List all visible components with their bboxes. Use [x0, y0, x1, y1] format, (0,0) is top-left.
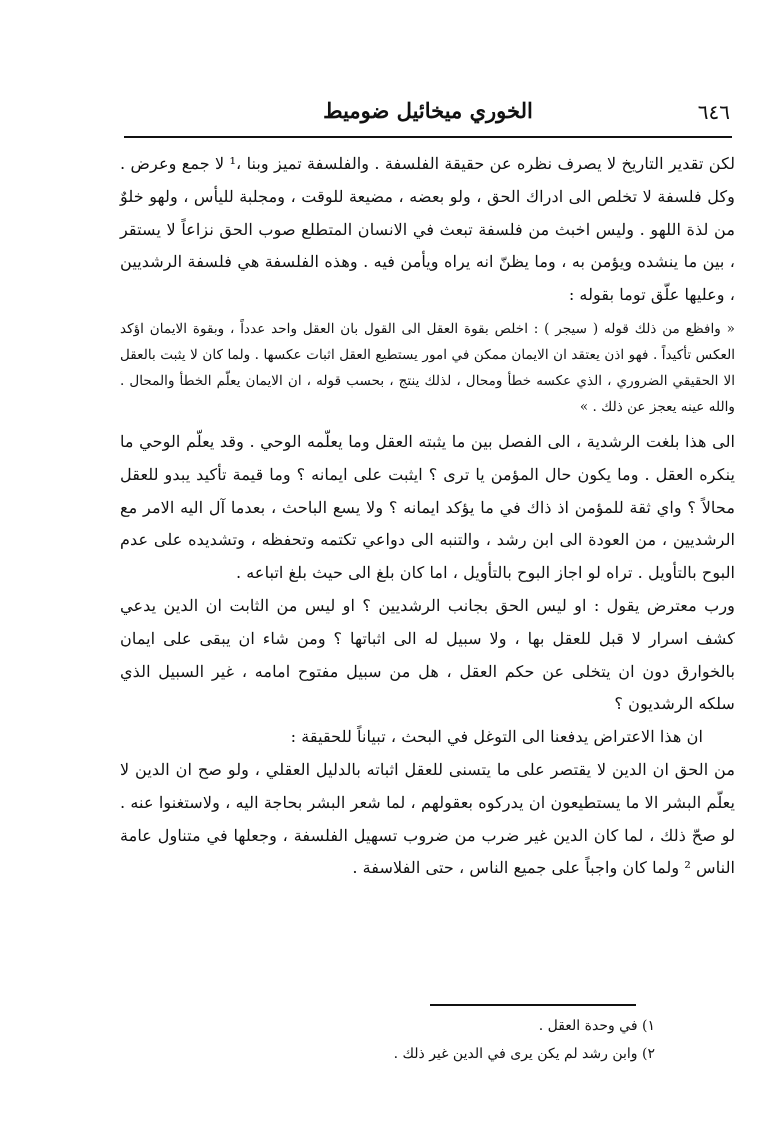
paragraph-1: لكن تقدير التاريخ لا يصرف نظره عن حقيقة الفلسفة . والفلسفة تميز وبنا ،¹ لا جمع وعرض . وكل فلسفة لا تخلص الى ادراك الحق ، ولو بعضه ، مضيعة للوقت ، ومجلبة لليأس ، ولهو خلوٌ من لذة اللهو . وليس اخبث من فلسفة تبعث في الانسان المتطلع صوب الحق نزاعاً لا يستقر ، بين ما ينشده ويؤمن به ، وما يظنّ انه يراه ويأمن فيه . وهذه الفلسفة هي فلسفة الرشديين ، وعليها علّق توما بقوله : [120, 154, 735, 305]
footnote-separator [430, 1004, 636, 1006]
footnote-1: ١) في وحدة العقل . [538, 1018, 655, 1034]
block-quote: « وافظع من ذلك قوله ( سيجر ) : اخلص بقوة العقل الى القول بان العقل واحد عدداً ، وبقوة الايمان اؤكد العكس تأكيداً . فهو اذن يعتقد ان الايمان ممكن في امور يستطيع العقل اثبات عكسها . ولما كان لا يثبت بالعقل الا الحقيقي الضروري ، الذي عكسه خطأ ومحال ، لذلك ينتج ، بحسب قوله ، ان الايمان يعلّم الخطأ والمحال . والله عينه يعجز عن ذلك . » [120, 320, 735, 415]
header-rule [124, 136, 732, 138]
paragraph-3: ورب معترض يقول : او ليس الحق بجانب الرشديين ؟ او ليس من الثابت ان الدين يدعي كشف اسرار لا قبل للعقل بها ، ولا سبيل له الى اثباتها ؟ ومن شاء ان يبقى على ايمان بالخوارق دون ان يتخلى عن حكم العقل ، هل من سبيل مفتوح امامه ، غير السبيل الذي سلكه الرشديون ؟ [120, 595, 735, 714]
page-header [126, 96, 730, 136]
footnote-2: ٢) وابن رشد لم يكن يرى في الدين غير ذلك . [393, 1046, 655, 1062]
body-text [120, 148, 735, 885]
running-title: الخوري ميخائيل ضوميط [323, 98, 533, 123]
footnotes [120, 1012, 655, 1068]
paragraph-4: ان هذا الاعتراض يدفعنا الى التوغل في البحث ، تبياناً للحقيقة : [290, 727, 703, 747]
paragraph-5: من الحق ان الدين لا يقتصر على ما يتسنى للعقل اثباته بالدليل العقلي ، ولو صح ان الدين لا يعلّم البشر الا ما يستطيعون ان يدركوه بعقولهم ، لما شعر البشر بحاجة اليه ، ولاستغنوا عنه . لو صحّ ذلك ، لما كان الدين غير ضرب من ضروب تسهيل الفلسفة ، وجعلها في متناول عامة الناس ² ولما كان واجباً على جميع الناس ، حتى الفلاسفة . [120, 759, 735, 878]
page-number: ٦٤٦ [697, 100, 730, 124]
paragraph-2: الى هذا بلغت الرشدية ، الى الفصل بين ما يثبته العقل وما يعلّمه الوحي . وقد يعلّم الوحي ما ينكره العقل . وما يكون حال المؤمن يا ترى ؟ ايثبت على ايمانه ؟ وما قيمة تأكيد يبدو للعقل محالاً ؟ واي ثقة للمؤمن اذ ذاك في ما يؤكد ايمانه ؟ ولا يسع الباحث ، بعدما آل اليه الامر مع الرشديين ، من العودة الى ابن رشد ، والتنبه الى دواعي تكتمه وتحفظه ، وتشديده على عدم البوح بالتأويل . تراه لو اجاز البوح بالتأويل ، اما كان بلغ الى حيث بلغ اتباعه . [120, 431, 735, 583]
